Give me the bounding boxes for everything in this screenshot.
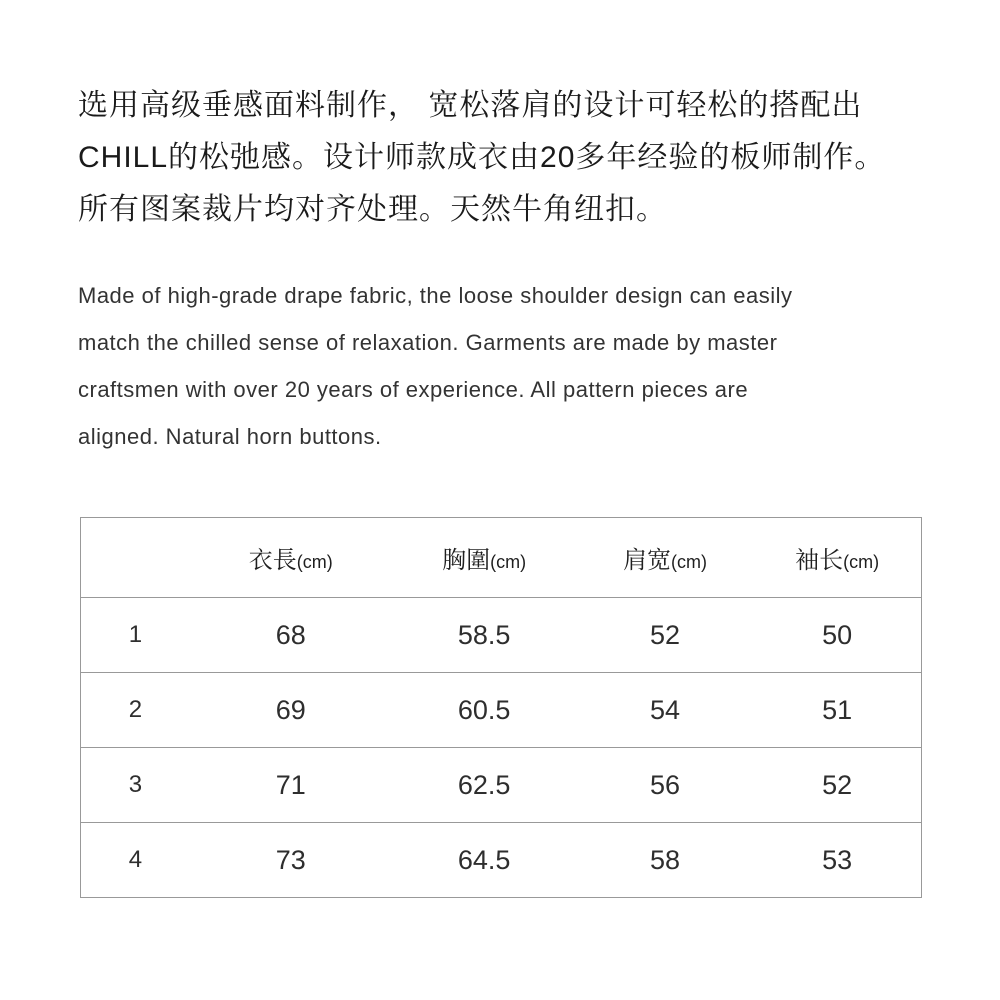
description-chinese-line: CHILL的松弛感。设计师款成衣由20多年经验的板师制作。 (78, 141, 886, 174)
description-chinese-line: 所有图案裁片均对齐处理。天然牛角纽扣。 (78, 193, 667, 226)
description-chinese (78, 80, 938, 236)
size-cell-chest: 58.5 (457, 619, 511, 650)
header-label: 胸圍 (442, 547, 491, 574)
size-cell-chest: 60.5 (457, 694, 511, 725)
description-english-line: aligned. Natural horn buttons. (78, 424, 382, 449)
size-column-header-sleeve (753, 518, 921, 598)
size-row-label: 2 (128, 696, 143, 723)
header-label: 袖长 (795, 547, 844, 574)
size-cell-length: 69 (275, 694, 306, 725)
size-cell-sleeve: 52 (822, 769, 853, 800)
size-chart-table (80, 517, 922, 898)
size-table-header-row (81, 518, 922, 598)
header-unit: (cm) (843, 552, 880, 572)
size-column-header-shoulder (577, 518, 754, 598)
size-cell-sleeve: 50 (822, 619, 853, 650)
size-cell-shoulder: 56 (649, 769, 680, 800)
size-cell-sleeve: 51 (822, 694, 853, 725)
size-cell-shoulder: 54 (649, 694, 680, 725)
size-column-header-chest (392, 518, 577, 598)
size-row-label: 1 (128, 621, 143, 648)
size-row-label: 3 (128, 771, 143, 798)
size-cell-length: 71 (275, 769, 306, 800)
size-row-label: 4 (128, 846, 143, 873)
size-cell-shoulder: 58 (649, 844, 680, 875)
size-table-row (81, 748, 922, 823)
size-table-row (81, 823, 922, 898)
header-unit: (cm) (670, 552, 707, 572)
size-cell-chest: 62.5 (457, 769, 511, 800)
size-table-row (81, 673, 922, 748)
header-label: 衣長 (248, 547, 297, 574)
header-unit: (cm) (490, 552, 527, 572)
size-cell-length: 68 (275, 619, 306, 650)
size-cell-shoulder: 52 (649, 619, 680, 650)
size-cell-length: 73 (275, 844, 306, 875)
description-english-line: craftsmen with over 20 years of experience. All pattern pieces are (78, 377, 749, 402)
size-cell-sleeve: 53 (822, 844, 853, 875)
description-english-line: Made of high-grade drape fabric, the loose shoulder design can easily (78, 283, 793, 308)
description-english (78, 272, 938, 460)
description-chinese-line: 选用高级垂感面料制作， 宽松落肩的设计可轻松的搭配出 (78, 89, 863, 122)
size-cell-chest: 64.5 (457, 844, 511, 875)
size-column-header-length (190, 518, 392, 598)
size-column-header-blank (81, 518, 190, 598)
header-label: 肩宽 (622, 547, 671, 574)
header-unit: (cm) (296, 552, 333, 572)
size-table-row (81, 598, 922, 673)
description-english-line: match the chilled sense of relaxation. Garments are made by master (78, 330, 778, 355)
